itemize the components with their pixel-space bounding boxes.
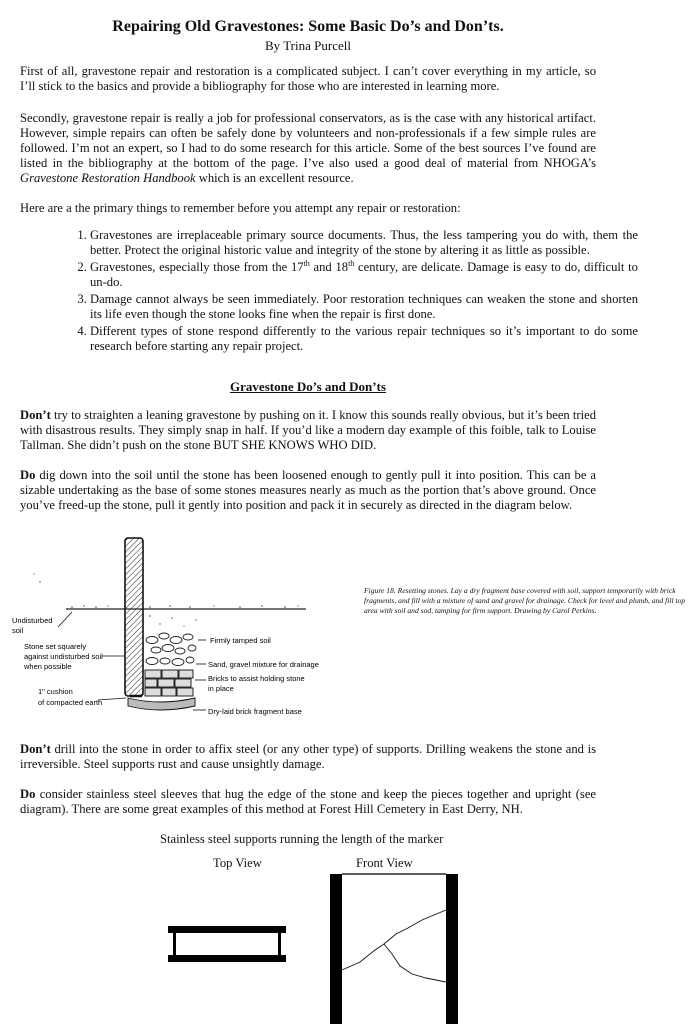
supports-diagram-title: Stainless steel supports running the length of the marker xyxy=(160,832,444,846)
lead-word: Do xyxy=(20,468,36,482)
list-item: 4. Different types of stone respond differently to the various repair techniques so it’s important to do some research before starting any repair project. xyxy=(90,324,638,354)
front-view-label: Front View xyxy=(356,856,413,870)
do-paragraph-2 xyxy=(20,787,596,817)
list-item xyxy=(90,260,638,290)
label-bricks: Bricks to assist holding stone xyxy=(208,674,305,683)
figure-caption: Figure 18. Resetting stones. Lay a dry fragment base covered with soil, support temporarily with brick fragments, and fill with a mixture of sand and gravel for drainage. Check for level and plumb, and fill top area with soil and sod, tamping for firm support. Drawing by Carol Perkins. xyxy=(364,586,686,615)
paragraph-text: dig down into the soil until the stone has been loosened enough to gently pull it into position. This can be a sizable undertaking as the base of some stones measures nearly as much as the portion that’s above ground. Once you’ve freed-up the stone, pull it gently into position and pack it in securely as directed in the diagram below. xyxy=(20,468,596,512)
label-stone-against: against undisturbed soil xyxy=(24,652,103,661)
label-gravel-mixture: Sand, gravel mixture for drainage xyxy=(208,660,319,669)
intro-2-text-a: Secondly, gravestone repair is really a job for professional conservators, as is the case with any historical artifact. However, simple repairs can often be safely done by volunteers and non-professionals if a few simple rules are followed. I’m not an expert, so I had to do some research for this article. Some of the best sources I’ve found are listed in the bibliography at the bottom of the page. I’ve also used a good deal of material from NHOGA’s xyxy=(20,111,596,170)
list-intro: Here are a the primary things to remember before you attempt any repair or restoration: xyxy=(20,201,461,215)
right-support xyxy=(446,874,458,1024)
dont-paragraph-2 xyxy=(20,742,596,772)
label-fragment-base: Dry-laid brick fragment base xyxy=(208,707,302,716)
front-view-drawing xyxy=(330,874,458,1024)
paragraph-text: consider stainless steel sleeves that hug the edge of the stone and keep the pieces together and upright (see diagram). There are some great examples of this method at Forest Hill Cemetery in East Derry, NH. xyxy=(20,787,596,816)
left-support xyxy=(330,874,342,1024)
top-view-label: Top View xyxy=(213,856,262,870)
list-item-text: century, are delicate. Damage is easy to do, difficult to un-do. xyxy=(90,260,638,289)
label-undisturbed-soil: soil xyxy=(12,626,24,635)
paragraph-text: try to straighten a leaning gravestone by pushing on it. I know this sounds really obvious, but it’s been tried with disastrous results. They simply snap in half. If you’d like a modern day example of this foible, talk to Louise Tallman. She didn’t push on the stone BUT SHE KNOWS WHO DID. xyxy=(20,408,596,452)
list-item-text: and 18 xyxy=(309,260,349,274)
byline: By Trina Purcell xyxy=(265,38,351,53)
intro-2-text-b: which is an excellent resource. xyxy=(195,171,354,185)
label-stone-possible: when possible xyxy=(24,662,72,671)
label-cushion: 1" cushion xyxy=(38,687,73,696)
intro-paragraph-1: First of all, gravestone repair and restoration is a complicated subject. I can’t cover everything in my article, so I’ll stick to the basics and provide a bibliography for those who are interested in learning more. xyxy=(20,64,596,93)
stainless-supports-diagram xyxy=(160,870,480,1024)
crack-branch xyxy=(384,944,446,982)
gravestone xyxy=(125,538,143,696)
book-title: Gravestone Restoration Handbook xyxy=(20,171,196,185)
brick-fragment-base xyxy=(128,698,195,710)
intro-paragraph-2 xyxy=(20,111,596,186)
do-paragraph-1 xyxy=(20,468,596,513)
crack-line xyxy=(342,910,446,970)
lead-word: Don’t xyxy=(20,408,51,422)
list-item: 3. Damage cannot always be seen immediately. Poor restoration techniques can weaken the stone and shorten its life even though the stone looks fine when the repair is first done. xyxy=(90,292,638,322)
surface-soil-texture xyxy=(33,573,298,607)
lead-word: Do xyxy=(20,787,36,801)
lead-word: Don’t xyxy=(20,742,51,756)
top-view-drawing xyxy=(168,926,286,962)
superscript: th xyxy=(348,258,355,268)
resetting-stone-diagram xyxy=(0,530,360,730)
dont-paragraph-1 xyxy=(20,408,596,453)
label-bricks-place: in place xyxy=(208,684,234,693)
gravel-mixture xyxy=(146,633,196,666)
list-item: 1. Gravestones are irreplaceable primary source documents. Thus, the less tampering you do with, them the better. Protect the original historic value and integrity of the stone by altering it as little as possible. xyxy=(90,228,638,258)
label-undisturbed: Undisturbed xyxy=(12,616,53,625)
label-compacted-earth: of compacted earth xyxy=(38,698,103,707)
page-title: Repairing Old Gravestones: Some Basic Do’s and Don’ts. xyxy=(112,18,504,35)
label-tamped-soil: Firmly tamped soil xyxy=(210,636,271,645)
label-stone-set: Stone set squarely xyxy=(24,642,87,651)
tamped-soil-texture xyxy=(149,615,197,634)
reasons-list xyxy=(48,228,638,354)
bricks xyxy=(145,670,193,696)
list-item-text: Gravestones, especially those from the 17 xyxy=(90,260,304,274)
superscript: th xyxy=(303,258,310,268)
paragraph-text: drill into the stone in order to affix steel (or any other type) of supports. Drilling weakens the stone and is irreversible. Steel supports rust and cause unsightly damage. xyxy=(20,742,596,771)
section-heading: Gravestone Do’s and Don’ts xyxy=(230,379,386,394)
